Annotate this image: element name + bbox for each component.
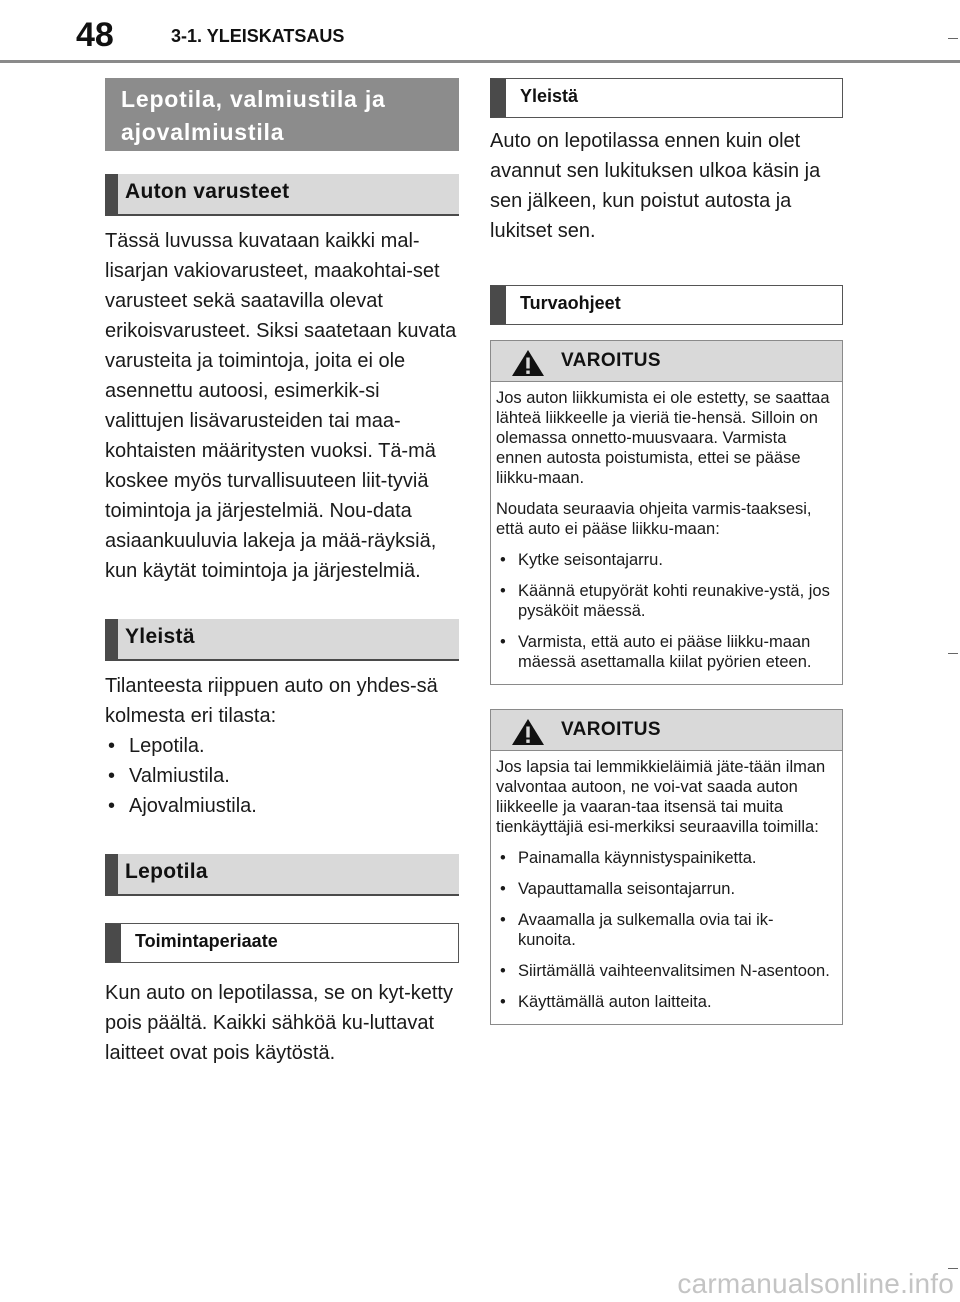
warning-triangle-icon	[511, 349, 545, 382]
heading-principle: Toimintaperiaate	[105, 923, 459, 963]
page-header	[0, 0, 960, 62]
list-item: • Siirtämällä vaihteenvalitsimen N-asentoon.	[500, 962, 830, 980]
warning-body	[491, 382, 842, 684]
warning-body	[491, 751, 842, 1024]
header-rule	[0, 60, 960, 63]
warning-label: VAROITUS	[561, 350, 661, 371]
warning-list	[496, 848, 830, 1012]
heading-safety: Turvaohjeet	[490, 285, 843, 325]
warning-paragraph: Jos lapsia tai lemmikkieläimiä jäte-tään ilman valvontaa autoon, ne voi-vat saada auton liikkeelle ja vaaran-taa itsensä tai muita tienkäyttäjiä esi-merkiksi seuraavilla toimilla:	[496, 758, 826, 836]
watermark: carmanualsonline.info	[677, 1268, 954, 1299]
warning-paragraph: Jos auton liikkumista ei ole estetty, se saattaa lähteä liikkeelle ja vieriä tie-hensä. Silloin on olemassa onnetto-muusvaara. Varmista ennen autosta poistumista, ettei se pääse liikku-maan.	[496, 389, 830, 487]
states-list	[105, 731, 459, 821]
list-item: • Painamalla käynnistyspainiketta.	[500, 849, 757, 867]
warning-triangle-icon	[511, 718, 545, 751]
list-item: • Vapauttamalla seisontajarrun.	[500, 880, 736, 898]
list-item: • Käyttämällä auton laitteita.	[500, 993, 712, 1011]
warning-header	[491, 710, 842, 751]
main-heading: Lepotila, valmiustila ja ajovalmiustila	[105, 78, 459, 151]
crop-mark	[948, 38, 958, 39]
page-number: 48	[76, 16, 114, 54]
warning-box-1	[490, 340, 843, 685]
heading-equipment: Auton varusteet	[105, 174, 459, 216]
rest-state-paragraph: Auto on lepotilassa ennen kuin olet avannut sen lukituksen ulkoa käsin ja sen jälkeen, kun poistut autosta ja lukitset sen.	[490, 130, 821, 242]
heading-rest: Lepotila	[105, 854, 459, 896]
list-item: • Ajovalmiustila.	[108, 795, 257, 817]
list-item: • Lepotila.	[108, 735, 205, 757]
warning-header	[491, 341, 842, 382]
warning-label: VAROITUS	[561, 719, 661, 740]
right-column	[490, 78, 843, 1025]
list-item: • Käännä etupyörät kohti reunakive-ystä, jos pysäköit mäessä.	[500, 582, 830, 620]
crop-mark	[948, 653, 958, 654]
list-item: • Valmiustila.	[108, 765, 230, 787]
list-item: • Avaamalla ja sulkemalla ovia tai ik-kunoita.	[500, 911, 774, 949]
list-item: • Kytke seisontajarru.	[500, 551, 663, 569]
list-item: • Varmista, että auto ei pääse liikku-maan mäessä asettamalla kiilat pyörien eteen.	[500, 633, 812, 671]
left-column	[105, 78, 459, 1068]
section-title: 3-1. YLEISKATSAUS	[171, 26, 345, 46]
general-paragraph: Tilanteesta riippuen auto on yhdes-sä kolmesta eri tilasta:	[105, 675, 438, 727]
heading-general: Yleistä	[105, 619, 459, 661]
warning-list	[496, 550, 830, 672]
warning-box-2	[490, 709, 843, 1025]
heading-general-right: Yleistä	[490, 78, 843, 118]
equipment-paragraph: Tässä luvussa kuvataan kaikki mal-lisarjan vakiovarusteet, maakohtai-set varusteet sekä saatavilla olevat erikoisvarusteet. Siksi saatetaan kuvata varusteita ja toimintoja, joita ei ole asennettu autoosi, esimerkik-si valittujen lisävarusteiden tai maa-kohtaisten määritysten vuoksi. Tä-mä koskee myös turvallisuuteen liit-tyviä toimintoja ja järjestelmiä. Nou-data asiaankuuluvia lakeja ja mää-räyksiä, kun käytät toimintoja ja järjestelmiä.	[105, 230, 457, 582]
principle-paragraph: Kun auto on lepotilassa, se on kyt-ketty pois päältä. Kaikki sähköä ku-luttavat laitteet ovat pois käytöstä.	[105, 982, 453, 1064]
warning-paragraph: Noudata seuraavia ohjeita varmis-taaksesi, että auto ei pääse liikku-maan:	[496, 500, 812, 538]
